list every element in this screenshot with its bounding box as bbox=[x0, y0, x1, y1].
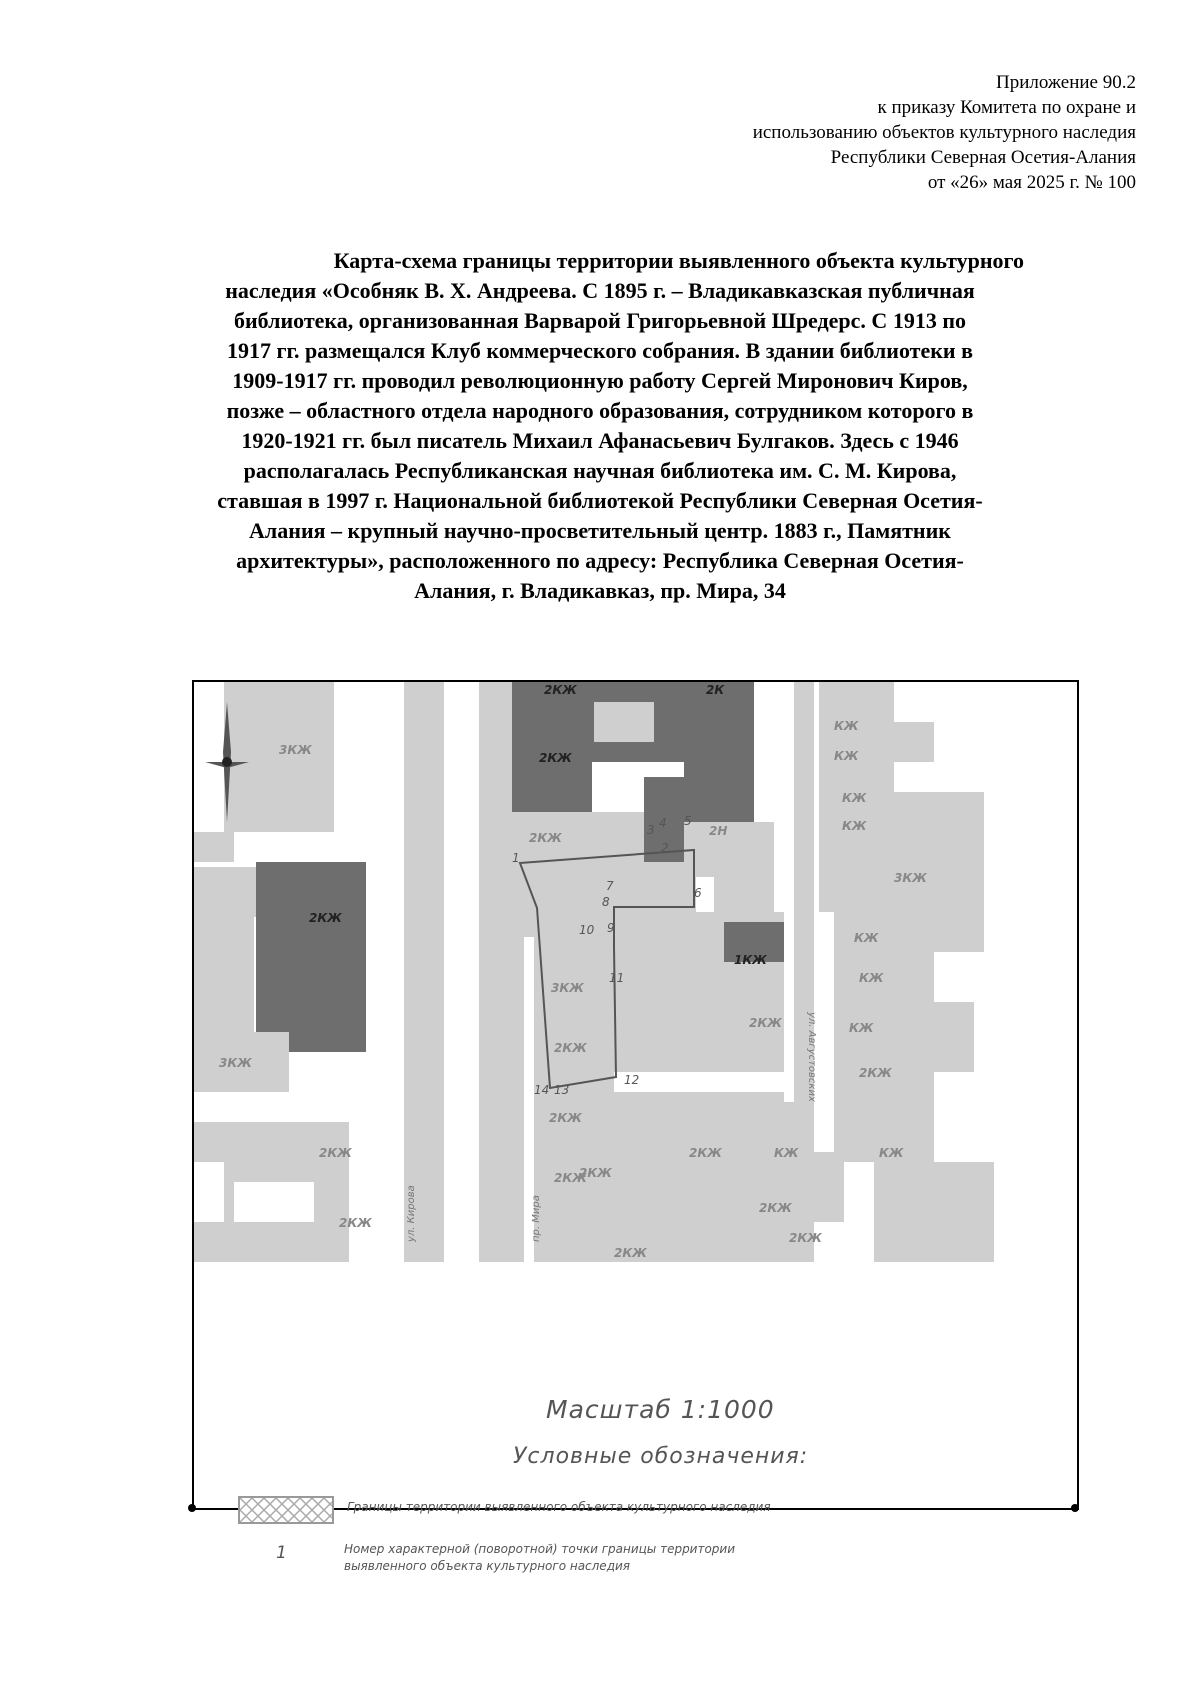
boundary-point-number: 1 bbox=[512, 851, 520, 865]
building-label: 2КЖ bbox=[759, 1201, 792, 1215]
building-label: 2КЖ bbox=[614, 1246, 647, 1260]
boundary-point-number: 9 bbox=[607, 921, 615, 935]
legend-point-line: выявленного объекта культурного наследия bbox=[344, 1559, 631, 1573]
building-label: 3КЖ bbox=[219, 1056, 252, 1070]
building-label: КЖ bbox=[774, 1146, 799, 1160]
building bbox=[194, 912, 254, 1032]
title-line: ставшая в 1997 г. Национальной библиотекой Республики Северная Осетия- bbox=[217, 488, 983, 513]
boundary-point-number: 4 bbox=[659, 816, 667, 830]
building bbox=[794, 1152, 844, 1222]
legend-title: Условные обозначения: bbox=[513, 1444, 809, 1469]
building-label: 2КЖ bbox=[309, 911, 342, 925]
document-header bbox=[536, 70, 1136, 195]
building-label: 3КЖ bbox=[279, 743, 312, 757]
building-label: КЖ bbox=[842, 791, 867, 805]
title-line: 1917 гг. размещался Клуб коммерческого собрания. В здании библиотеки в bbox=[227, 338, 973, 363]
header-line: Республики Северная Осетия-Алания bbox=[830, 147, 1136, 168]
title-line: наследия «Особняк В. Х. Андреева. С 1895 г. – Владикавказская публичная bbox=[225, 278, 975, 303]
building bbox=[854, 1002, 974, 1072]
building bbox=[194, 832, 234, 862]
frame-corner-mark bbox=[188, 1504, 196, 1512]
building-dark bbox=[256, 862, 366, 1052]
building-label: КЖ bbox=[849, 1021, 874, 1035]
title-line: библиотека, организованная Варварой Григорьевной Шредерс. С 1913 по bbox=[233, 308, 966, 333]
building-label: 2КЖ bbox=[689, 1146, 722, 1160]
legend-point-line: Номер характерной (поворотной) точки границы территории bbox=[344, 1542, 736, 1556]
header-line: от «26» мая 2025 г. № 100 bbox=[927, 172, 1136, 193]
building bbox=[614, 1092, 784, 1182]
map-frame bbox=[192, 680, 1079, 1510]
building bbox=[714, 862, 774, 917]
street-label: ул. Кирова bbox=[406, 1185, 417, 1242]
legend-point-marker: 1 bbox=[276, 1543, 287, 1563]
boundary-point-number: 11 bbox=[609, 971, 625, 985]
building-label: 2КЖ bbox=[789, 1231, 822, 1245]
frame-corner-mark bbox=[1071, 1504, 1079, 1512]
building-label: 2КЖ bbox=[544, 683, 577, 697]
building-label: КЖ bbox=[859, 971, 884, 985]
building-label: 2КЖ bbox=[549, 1111, 582, 1125]
boundary-point-number: 13 bbox=[554, 1083, 570, 1097]
building-label: 2Н bbox=[709, 824, 728, 838]
site-map bbox=[194, 682, 1077, 1508]
building-label: КЖ bbox=[834, 719, 859, 733]
building-label: 2КЖ bbox=[529, 831, 562, 845]
title-line: Алания – крупный научно-просветительный центр. 1883 г., Памятник bbox=[249, 518, 951, 543]
header-line: использованию объектов культурного наследия bbox=[752, 122, 1136, 143]
building-label: КЖ bbox=[854, 931, 879, 945]
title-line: позже – областного отдела народного образования, сотрудником которого в bbox=[226, 398, 974, 423]
building bbox=[894, 722, 934, 762]
building-dark bbox=[684, 682, 754, 822]
boundary-point-number: 12 bbox=[624, 1073, 640, 1087]
header-line: Приложение 90.2 bbox=[996, 72, 1136, 93]
building-label: КЖ bbox=[879, 1146, 904, 1160]
building-label: 3КЖ bbox=[551, 981, 584, 995]
street-label: ул. Августовских bbox=[806, 1012, 817, 1102]
building-label: 2КЖ bbox=[539, 751, 572, 765]
boundary-point-number: 10 bbox=[579, 923, 595, 937]
boundary-point-number: 14 bbox=[534, 1083, 550, 1097]
boundary-point-number: 3 bbox=[647, 823, 655, 837]
building-label: 2КЖ bbox=[749, 1016, 782, 1030]
boundary-point-number: 8 bbox=[602, 895, 610, 909]
building-label: 1КЖ bbox=[734, 953, 767, 967]
building bbox=[874, 1162, 994, 1262]
title-line: архитектуры», расположенного по адресу: Республика Северная Осетия- bbox=[236, 548, 964, 573]
building-label: 2К bbox=[706, 683, 725, 697]
building bbox=[594, 702, 654, 742]
street-label: пр. Мира bbox=[531, 1195, 542, 1242]
map-scale: Масштаб 1:1000 bbox=[546, 1395, 775, 1424]
title-line: Алания, г. Владикавказ, пр. Мира, 34 bbox=[414, 578, 786, 603]
title-line: располагалась Республиканская научная библиотека им. С. М. Кирова, bbox=[243, 458, 957, 483]
building bbox=[224, 682, 334, 832]
boundary-legend-swatch bbox=[238, 1496, 334, 1524]
title-line: 1920-1921 гг. был писатель Михаил Афанасьевич Булгаков. Здесь с 1946 bbox=[241, 428, 959, 453]
boundary-point-number: 7 bbox=[606, 879, 614, 893]
title-line: Карта-схема границы территории выявленного объекта культурного bbox=[333, 248, 1024, 273]
building-label: 3КЖ bbox=[894, 871, 927, 885]
building-label: 2КЖ bbox=[579, 1166, 612, 1180]
title-line: 1909-1917 гг. проводил революционную работу Сергей Миронович Киров, bbox=[232, 368, 968, 393]
boundary-point-number: 6 bbox=[694, 886, 702, 900]
boundary-point-number: 2 bbox=[661, 841, 669, 855]
header-line: к приказу Комитета по охране и bbox=[877, 97, 1136, 118]
building-label: 2КЖ bbox=[859, 1066, 892, 1080]
building-label: КЖ bbox=[842, 819, 867, 833]
building-label: 2КЖ bbox=[339, 1216, 372, 1230]
boundary-point-number: 5 bbox=[684, 814, 692, 828]
building-dark bbox=[512, 682, 592, 812]
building-label: 2КЖ bbox=[554, 1171, 587, 1185]
document-title bbox=[130, 246, 1070, 606]
street-strip bbox=[404, 682, 444, 1262]
building-label: 2КЖ bbox=[554, 1041, 587, 1055]
legend-item-boundary-label: Границы территории выявленного объекта культурного наследия bbox=[347, 1500, 771, 1514]
building-label: КЖ bbox=[834, 749, 859, 763]
legend-item-point-label bbox=[344, 1541, 735, 1575]
building-label: 2КЖ bbox=[319, 1146, 352, 1160]
